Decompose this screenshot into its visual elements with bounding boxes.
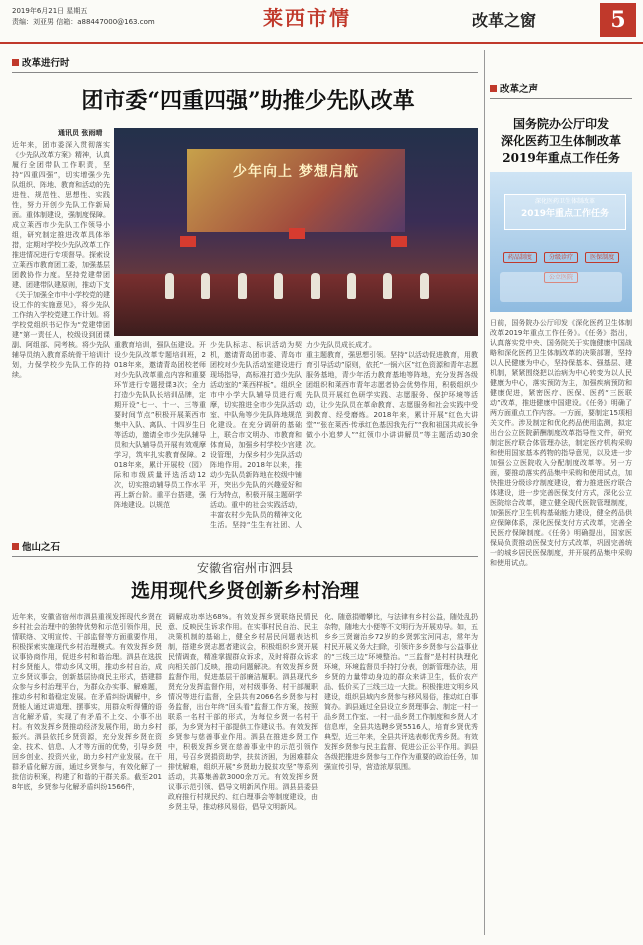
promo-chip: 分级诊疗 (544, 252, 578, 263)
promo-chip: 公立医院 (544, 272, 578, 283)
article-column-4-intro: 力少先队员成长成才。 (306, 341, 376, 349)
article-bottom-column-1: 近年来，安徽省宿州市泗县重视发挥现代乡贤在乡村社会治理中的独特优势和示范引领作用，民情联络、文明宣传、干部监督等方面重要作用，积极探索实施现代乡村治理模式。有效发挥乡贤议事协商作用，促进乡村和谐治理。泗县在选拔村乡贤能人，带动乡风文明，推动乡村自治，成立乡贤议事会，创新基层协商民主形式，搭建群众参与乡村治理平台，为群众办实事、解难题，推动乡村和谐稳定发展。在矛盾纠纷调解中，乡贤能人通过讲道理、摆事实，用群众听得懂的语言化解矛盾，实现了有矛盾不上交、小事不出村。有效发挥乡贤推动经济发展作用，助力乡村振兴。泗县依托乡贤资源，充分发挥乡贤在资金、技术、信息、人才等方面的优势，引导乡贤回乡创业、投资兴业，助力乡村产业发展。在干群矛盾化解方面，通过乡贤参与，有效化解了一批信访积案，构建了和谐的干群关系。截至2018年底，乡贤参与化解矛盾纠纷1566件， (12, 613, 162, 791)
section-label-reform-voice: 改革之声 (490, 84, 538, 96)
performer (311, 273, 320, 299)
article-bottom-column-2: 调解成功率达68%。有效发挥乡贤联络民情民意、反映民生诉求作用。在实事村民自治、民主决策机制的基础上，健全乡村居民问题表达机制，搭建乡贤志愿者建议会，积极组织乡贤开展民情调查，精准掌握群众诉求，及时将群众诉求向相关部门反映，推动问题解决。有效发挥乡贤监督作用，促进基层干部廉洁履职。泗县现代乡贤充分发挥监督作用，对村级事务、村干部履职情况等进行监督，全县共有2066名乡贤参与村务监督，出台年终“回头看”监督工作方案，按照联系一名村干部的形式，为每位乡贤一名村干部，为乡贤为村干部提供工作建议书。有效发挥乡贤参与慈善事业作用。泗县在推进乡贤工作中，积极发挥乡贤在慈善事业中的示范引领作用，号召乡贤捐资助学，扶贫济困，为困难群众排忧解难，组织开展“乡贤助力脱贫攻坚”等系列活动，共募集善款3000余万元。有效发挥乡贤议事示范引领、倡导文明新风作用。泗县县委县政府推行村规民约、红白理事会等制度建设，由乡贤主导，推动移风易俗，倡导文明新风。 (168, 613, 318, 811)
performer (165, 273, 174, 299)
column-divider (484, 50, 485, 935)
page-section-name: 改革之窗 (472, 11, 537, 30)
promo-chip: 医保制度 (585, 252, 619, 263)
page-header (0, 0, 643, 44)
article-column-4 (306, 340, 478, 530)
article-column-3: 少先队标志、标识活动为契机，邀请青岛团市委、青岛市团校对少先队活动室建设进行现场指导，高标准打造少先队活动室的“莱西样板”。组织全市中小学大队辅导员进行观摩，切实推进全市少先队活动室、中队角等少先队阵地规范化建设。在充分调研的基础上，联合市文明办、市教育和体育局，加强乡村学校少宫建设管理，力保乡村少先队活动阵地作用。2018年以来，推动少先队员新阵地在校级中铺开，突出少先队的兴趣爱好和行为特点，积极开展主题研学活动。重中的社会实践活动，丰富农村少先队员的精神文化生活。坚持“生生有社团、人 (210, 341, 302, 529)
issue-date: 2019年6月21日 星期五 (12, 7, 88, 15)
headline-line: 国务院办公厅印发 (512, 117, 609, 131)
flag-icon (391, 236, 407, 247)
article-reform-voice: 日前，国务院办公厅印发《深化医药卫生体制改革2019年重点工作任务》。《任务》指出，认真落实党中央、国务院关于实施健康中国战略和深化医药卫生体制改革的决策部署，坚持以人民健康为中心，坚持保基本、强基层、建机制，紧紧围绕把以治病为中心转变为以人民健康为中心，落实预防为主，加强疾病预防和健康促进，紧密医疗、医保、医药“三医联动”改革，推进健康中国建设。《任务》明确了两方面重点工作内容。一方面，要制定15项相关文件。涉及制定和优化药品使用监测，拟定出台公立医院薪酬制度改革指导性文件，研究制定医疗联合体管理办法，制定医疗机构采购和使用国家基本药物的指导意见，以及进一步加强公立医院收入分配制度改革等。另一方面，要推动落实药品集中采购和使用试点，加快推进分级诊疗制度建设，着力推进医疗联合体建设，进一步完善医保支付方式，深化公立医院综合改革，建立健全现代医院管理制度，加强医疗卫生机构基础能力建设，健全药品供应保障体系，深化医保支付方式改革，完善全民医疗保障制度。《任务》明确提出，国家医保局负责推动医保支付方式改革，巩固完善统一的城乡居民医保制度，并开展药品集中采购和使用试点。 (490, 319, 632, 567)
performer (274, 273, 283, 299)
performer (347, 273, 356, 299)
article-column-2: 重教育培训，强队伍建设。开设少先队改革专题培训班，2018年来，邀请青岛团校老师对少先队改革重点内容和重要环节进行专题授课3次；全力打造少先队队长培训品牌，定期开设“七一、十一、三等重要时间节点”积极开展莱西市集中入队、离队、十四岁生日等活动，邀请全市少先队辅导员和大队辅导员开展有效观摩学习，筑牢扎实教育保障。2018年来，累计开展校（园）际和市级质量评选活动12次，切实推动辅导员工作水平再上新台阶。重平台搭建，强阵地建设。以规范 (114, 341, 206, 509)
section-label-other-mountain: 他山之石 (12, 542, 60, 554)
headline-line: 深化医药卫生体制改革 (500, 134, 621, 148)
byline: 通讯员 张雨晴 (58, 129, 103, 137)
photo-banner-text: 少年向上 梦想启航 (233, 164, 359, 181)
article-bottom-column-3: 化、随意捐赠攀比，与法律有乡村公益，随处乱扔杂物，随地大小便等不文明行为开展劝导。如，五乡乡三贤谢治乡72岁的乡贤郭宝河同志，常年为村民开展义务大扫除，引领许多乡贤参与公益事业的“三线三边”环境整治。“三监督”是村村执理化环境，环境监督员手持打分表，创新管理办法，用乡贤的力量带动身边的群众来讲卫生，低价农产品、低价买了三线三边一大批。积极推进文明乡风建设，组织县域内乡贤参与移风易俗，推动红白事简办。泗县通过全县设立乡贤理事会、制定一村一品乡贤工作室、一村一品乡贤工作制度和乡贤人才信息库，全县共选聘乡贤5516人，培育乡贤优秀典型，近三年来，全县共评选表彰优秀乡贤。有效发挥乡贤参与民主监督、促进公正公平作用。泗县各级把推进乡贤参与工作作为重要的政治任务，加强宣传引导，营造浓厚氛围。 (324, 613, 478, 771)
promo-image (490, 172, 632, 312)
flag-icon (180, 236, 196, 247)
flag-icon (289, 228, 305, 239)
promo-small-title: 深化医药卫生体制改革 (534, 198, 595, 205)
divider (490, 98, 632, 99)
promo-illustration (500, 272, 622, 302)
performer (383, 273, 392, 299)
headline-reform-voice (490, 116, 632, 167)
headline-bottom-story: 选用现代乡贤创新乡村治理 (130, 580, 359, 602)
headline-line: 2019年重点工作任务 (502, 151, 620, 165)
promo-chip: 药品制度 (503, 252, 537, 263)
article-column-1: 近年来，团市委深入贯彻落实《少先队改革方案》精神，认真履行全团带队工作职责，坚持“四重四强”，切实增强少先队组织、阵地、教育和活动的先进性、规范性、思想性、实践性，努力开创少先队工作新局面。重体制建设，强制度保障。成立莱西市少先队工作领导小组，研究制定推进改革具体举措，定期对学校少先队改革工作推进情况进行专项督导。探索设立莱西市教育团工委，加强基层团教协作力度。坚持党建带团建、团建带队建原则，推动下支《关于加强全市中小学校党的建设工作的实施意见》，将少先队工作纳入学校党建工作计划。将学校党组织书记作为“党建带团建”第一责任人，校级设到团课副、阿组部、同考核。将少先队辅导员纳入教育系统骨干培训计划，力保学校少先队工作的持续。 (12, 141, 110, 379)
masthead-logo: 莱西市情 (263, 6, 351, 30)
performer (420, 273, 429, 299)
page-number: 5 (600, 3, 636, 37)
divider (12, 72, 478, 73)
divider (12, 556, 478, 557)
header-meta (12, 6, 155, 28)
subtitle-bottom-story: 安徽省宿州市泗县 (196, 561, 293, 575)
promo-card (504, 194, 626, 230)
headline-top-story: 团市委“四重四强”助推少先队改革 (81, 88, 415, 114)
article-column-4-body: 重主题教育，强思想引领。坚持“以活动促进教育，用教育引导活动”原则，依托“一锅六区”红色资源和青年志愿服务基地，青少年活力教育基地等阵地，充分发挥各级团组织和莱西市青年志愿者协会优势作用，积极组织少先队员开展红色研学实践、志愿服务、保护环境等活动，让少先队员在革命教育、志愿服务和社会实践中受到教育、经受磨炼。2018年来，累计开展“红色大讲堂”“张在莱西·传承红色基因我先行”“我和祖国共成长争做小小追梦人”“红领巾小讲讲解员”等主题活动30余次。 (306, 351, 478, 449)
editor-contact: 责编：刘亚男 信箱：a88447000@163.com (12, 18, 155, 26)
section-label-reform-progress: 改革进行时 (12, 58, 70, 70)
promo-big-title: 2019年重点工作任务 (520, 209, 610, 219)
event-photo (114, 128, 478, 336)
performer (201, 273, 210, 299)
performer (238, 273, 247, 299)
